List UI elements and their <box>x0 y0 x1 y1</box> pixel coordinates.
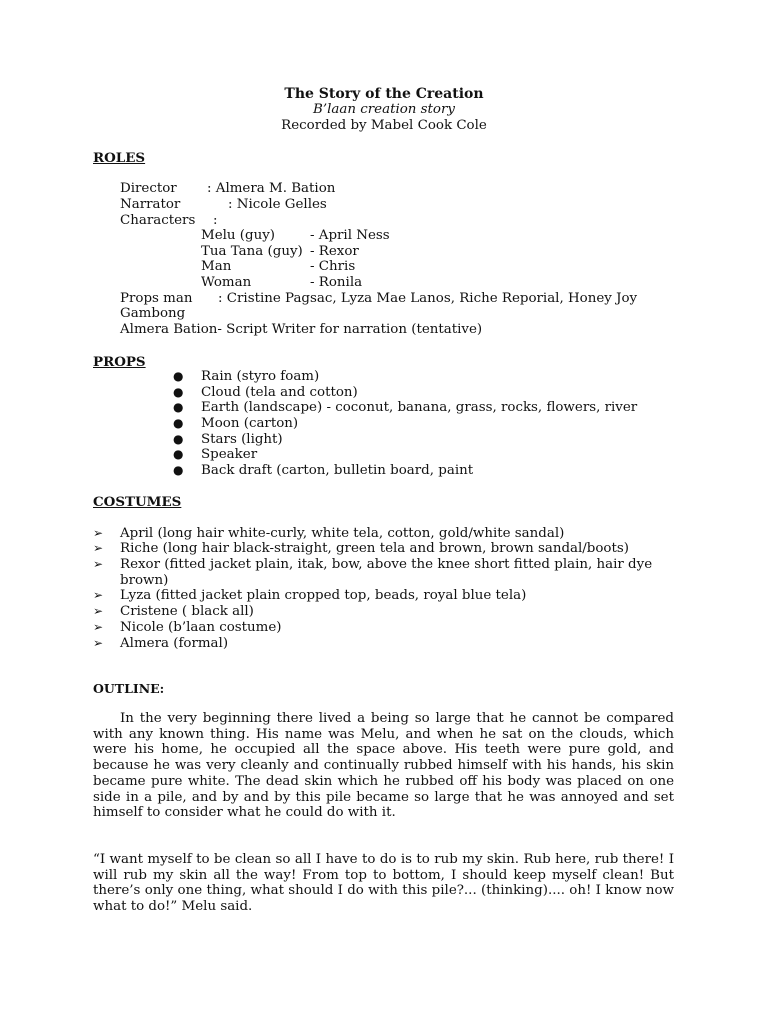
director-label: Director <box>120 181 177 196</box>
script-writer: Almera Bation- Script Writer for narration (tentative) <box>120 322 483 337</box>
arrow-bullet-icon: ➢ <box>93 526 104 540</box>
character-actor: - Chris <box>310 259 356 274</box>
director-value: : Almera M. Bation <box>207 181 336 196</box>
melu-quote-paragraph: “I want myself to be clean so all I have to do is to rub my skin. Rub here, rub there! I will rub my skin all the way! From top to bottom, I should keep myself clean! But there’s only one thing, what should I do with this pile?... (thinking).... oh! I know now what to do!” Melu said. <box>93 852 674 915</box>
character-role: Melu (guy) <box>201 228 276 243</box>
character-actor: - Ronila <box>310 275 363 290</box>
roles-heading: ROLES <box>93 150 146 166</box>
arrow-bullet-icon: ➢ <box>93 541 104 555</box>
bullet-icon: ● <box>173 463 184 477</box>
costume-item-cont: brown) <box>120 573 169 588</box>
props-item: Cloud (tela and cotton) <box>201 385 358 400</box>
costumes-heading: COSTUMES <box>93 494 182 510</box>
arrow-bullet-icon: ➢ <box>93 557 104 571</box>
props-item: Moon (carton) <box>201 416 299 431</box>
character-role: Man <box>201 259 232 274</box>
bullet-icon: ● <box>173 400 184 414</box>
props-heading: PROPS <box>93 354 146 370</box>
props-item: Rain (styro foam) <box>201 369 320 384</box>
characters-label: Characters <box>120 213 196 228</box>
arrow-bullet-icon: ➢ <box>93 620 104 634</box>
costume-item: Riche (long hair black-straight, green tela and brown, brown sandal/boots) <box>120 541 629 556</box>
recorded-by: Recorded by Mabel Cook Cole <box>281 118 487 133</box>
props-item: Speaker <box>201 447 258 462</box>
costume-item: Lyza (fitted jacket plain cropped top, beads, royal blue tela) <box>120 588 527 603</box>
props-item: Stars (light) <box>201 432 283 447</box>
costume-item: Cristene ( black all) <box>120 604 254 619</box>
bullet-icon: ● <box>173 369 184 383</box>
characters-colon: : <box>213 213 218 228</box>
document-title: The Story of the Creation <box>284 86 484 102</box>
outline-label: OUTLINE: <box>93 681 165 696</box>
arrow-bullet-icon: ➢ <box>93 636 104 650</box>
bullet-icon: ● <box>173 447 184 461</box>
narrator-label: Narrator <box>120 197 181 212</box>
character-role: Woman <box>201 275 252 290</box>
costume-item: Rexor (fitted jacket plain, itak, bow, above the knee short fitted plain, hair dye <box>120 557 653 572</box>
document-subtitle: B’laan creation story <box>313 102 455 117</box>
props-man-label: Props man <box>120 291 193 306</box>
costume-item: April (long hair white-curly, white tela, cotton, gold/white sandal) <box>120 526 565 541</box>
costume-item: Almera (formal) <box>120 636 229 651</box>
props-item: Earth (landscape) - coconut, banana, grass, rocks, flowers, river <box>201 400 638 415</box>
costume-item: Nicole (b’laan costume) <box>120 620 282 635</box>
arrow-bullet-icon: ➢ <box>93 604 104 618</box>
character-actor: - April Ness <box>310 228 390 243</box>
bullet-icon: ● <box>173 432 184 446</box>
character-role: Tua Tana (guy) <box>201 244 303 259</box>
arrow-bullet-icon: ➢ <box>93 588 104 602</box>
props-man-value: : Cristine Pagsac, Lyza Mae Lanos, Riche Reporial, Honey Joy <box>218 291 638 306</box>
bullet-icon: ● <box>173 385 184 399</box>
bullet-icon: ● <box>173 416 184 430</box>
narrator-value: : Nicole Gelles <box>228 197 327 212</box>
character-actor: - Rexor <box>310 244 359 259</box>
outline-paragraph: In the very beginning there lived a being so large that he cannot be compared with any known thing. His name was Melu, and when he sat on the clouds, which were his home, he occupied all the space above. His teeth were pure gold, and because he was very cleanly and continually rubbed himself with his hands, his skin became pure white. The dead skin which he rubbed off his body was placed on one side in a pile, and by and by this pile became so large that he was annoyed and set himself to consider what he could do with it. <box>93 711 674 821</box>
props-man-value-cont: Gambong <box>120 306 186 321</box>
props-item: Back draft (carton, bulletin board, paint <box>201 463 474 478</box>
